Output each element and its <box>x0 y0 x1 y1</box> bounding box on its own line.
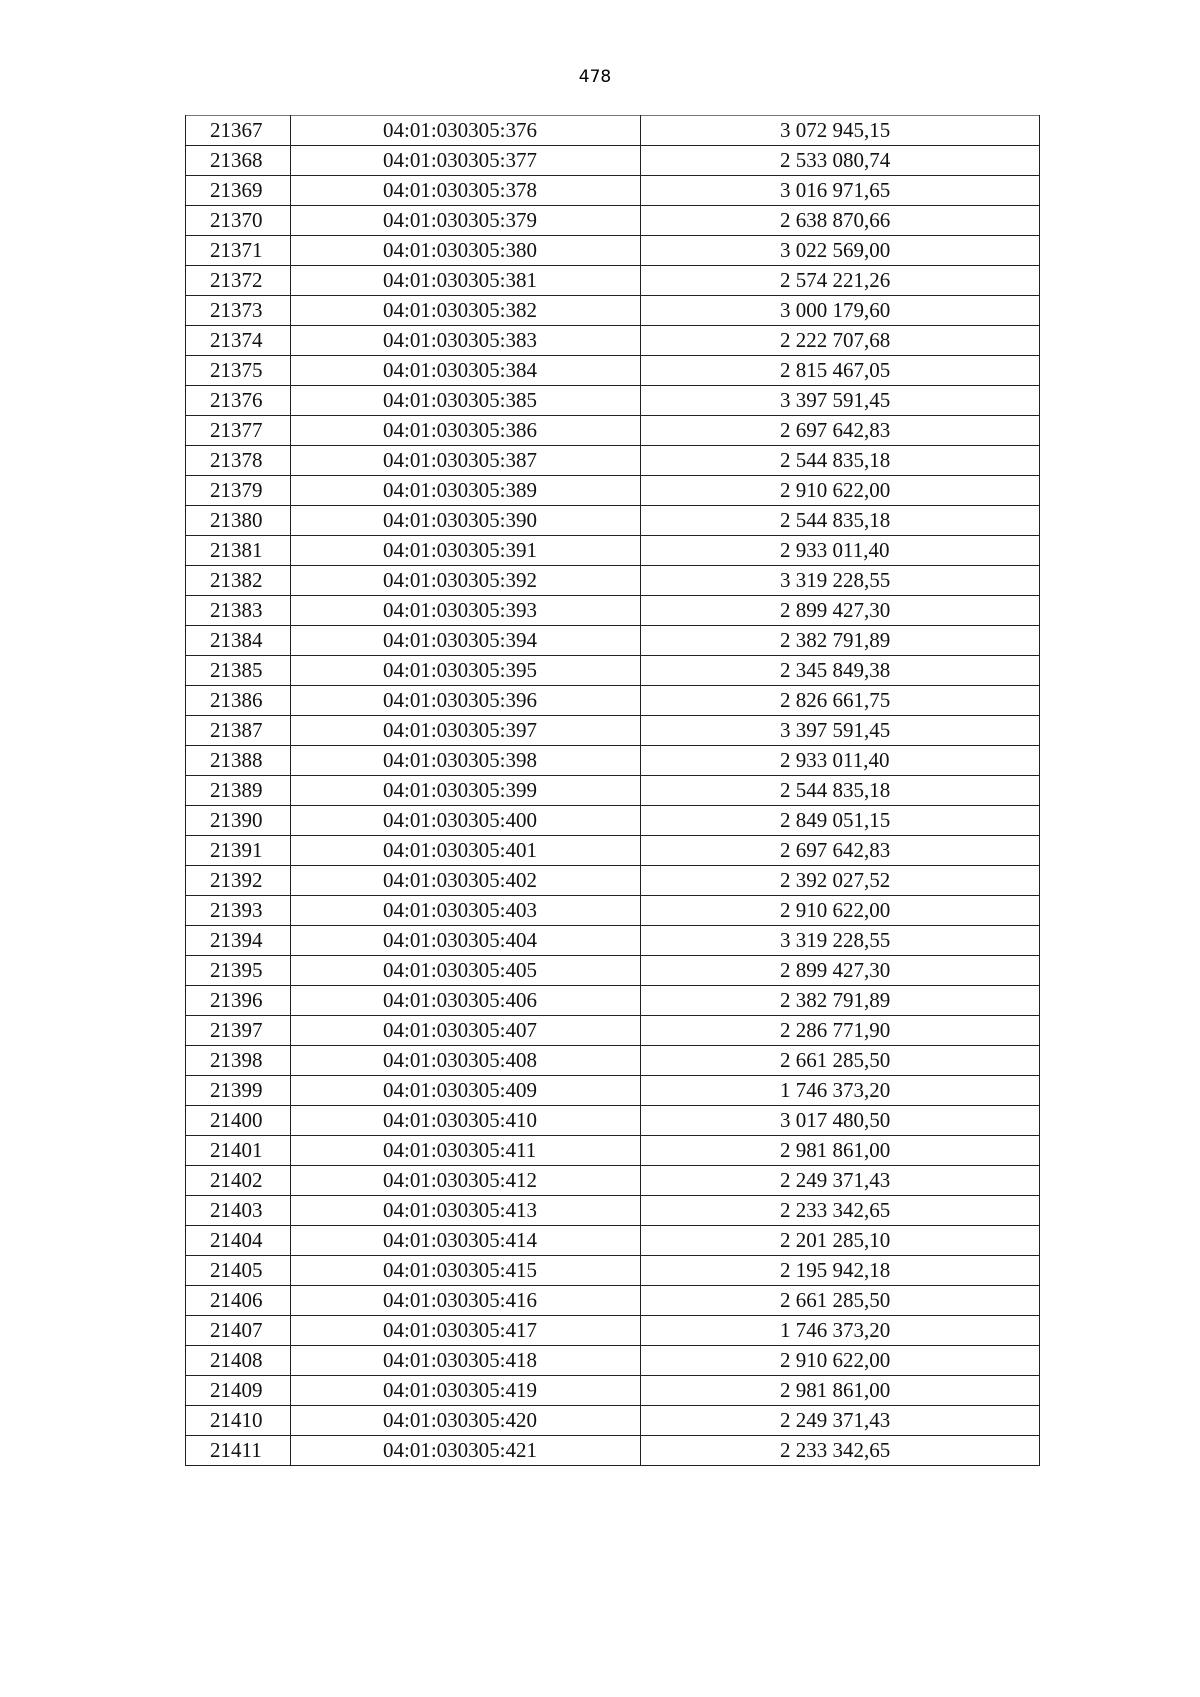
cadastral-number-cell: 04:01:030305:377 <box>291 146 641 176</box>
table-row <box>186 1256 1040 1286</box>
cadastral-value-cell: 2 249 371,43 <box>641 1406 1040 1436</box>
row-number-cell: 21407 <box>186 1316 291 1346</box>
cadastral-number-cell: 04:01:030305:417 <box>291 1316 641 1346</box>
cadastral-value-cell: 2 981 861,00 <box>641 1376 1040 1406</box>
cadastral-number-cell: 04:01:030305:398 <box>291 746 641 776</box>
cadastral-number-cell: 04:01:030305:386 <box>291 416 641 446</box>
row-number-cell: 21379 <box>186 476 291 506</box>
cadastral-number-cell: 04:01:030305:408 <box>291 1046 641 1076</box>
cadastral-value-cell: 2 382 791,89 <box>641 626 1040 656</box>
row-number-cell: 21377 <box>186 416 291 446</box>
row-number-cell: 21367 <box>186 116 291 146</box>
row-number-cell: 21368 <box>186 146 291 176</box>
cadastral-number-cell: 04:01:030305:383 <box>291 326 641 356</box>
row-number-cell: 21404 <box>186 1226 291 1256</box>
cadastral-number-cell: 04:01:030305:376 <box>291 116 641 146</box>
row-number-cell: 21388 <box>186 746 291 776</box>
cadastral-number-cell: 04:01:030305:379 <box>291 206 641 236</box>
cadastral-number-cell: 04:01:030305:413 <box>291 1196 641 1226</box>
table-row <box>186 986 1040 1016</box>
table-row <box>186 806 1040 836</box>
cadastral-number-cell: 04:01:030305:418 <box>291 1346 641 1376</box>
cadastral-value-cell: 3 397 591,45 <box>641 386 1040 416</box>
table-row <box>186 386 1040 416</box>
cadastral-value-cell: 2 233 342,65 <box>641 1436 1040 1466</box>
table-row <box>186 416 1040 446</box>
row-number-cell: 21396 <box>186 986 291 1016</box>
table-row <box>186 656 1040 686</box>
table-body <box>186 116 1040 1466</box>
row-number-cell: 21389 <box>186 776 291 806</box>
table-row <box>186 866 1040 896</box>
table-row <box>186 716 1040 746</box>
row-number-cell: 21386 <box>186 686 291 716</box>
table-row <box>186 1316 1040 1346</box>
cadastral-number-cell: 04:01:030305:415 <box>291 1256 641 1286</box>
cadastral-value-cell: 2 849 051,15 <box>641 806 1040 836</box>
cadastral-number-cell: 04:01:030305:394 <box>291 626 641 656</box>
cadastral-number-cell: 04:01:030305:407 <box>291 1016 641 1046</box>
cadastral-number-cell: 04:01:030305:410 <box>291 1106 641 1136</box>
cadastral-number-cell: 04:01:030305:404 <box>291 926 641 956</box>
row-number-cell: 21394 <box>186 926 291 956</box>
row-number-cell: 21398 <box>186 1046 291 1076</box>
table-row <box>186 596 1040 626</box>
table-row <box>186 176 1040 206</box>
row-number-cell: 21411 <box>186 1436 291 1466</box>
cadastral-value-cell: 2 345 849,38 <box>641 656 1040 686</box>
table-row <box>186 476 1040 506</box>
row-number-cell: 21401 <box>186 1136 291 1166</box>
table-row <box>186 506 1040 536</box>
row-number-cell: 21395 <box>186 956 291 986</box>
table-row <box>186 1226 1040 1256</box>
cadastral-number-cell: 04:01:030305:385 <box>291 386 641 416</box>
cadastral-value-cell: 3 319 228,55 <box>641 566 1040 596</box>
cadastral-number-cell: 04:01:030305:395 <box>291 656 641 686</box>
cadastral-number-cell: 04:01:030305:390 <box>291 506 641 536</box>
row-number-cell: 21374 <box>186 326 291 356</box>
cadastral-value-cell: 2 233 342,65 <box>641 1196 1040 1226</box>
row-number-cell: 21402 <box>186 1166 291 1196</box>
cadastral-value-cell: 3 072 945,15 <box>641 116 1040 146</box>
cadastral-value-cell: 2 661 285,50 <box>641 1046 1040 1076</box>
cadastral-value-cell: 2 981 861,00 <box>641 1136 1040 1166</box>
row-number-cell: 21382 <box>186 566 291 596</box>
cadastral-number-cell: 04:01:030305:381 <box>291 266 641 296</box>
cadastral-number-cell: 04:01:030305:392 <box>291 566 641 596</box>
cadastral-value-cell: 2 661 285,50 <box>641 1286 1040 1316</box>
row-number-cell: 21387 <box>186 716 291 746</box>
cadastral-value-cell: 2 533 080,74 <box>641 146 1040 176</box>
table-row <box>186 1046 1040 1076</box>
cadastral-number-cell: 04:01:030305:416 <box>291 1286 641 1316</box>
table-row <box>186 296 1040 326</box>
row-number-cell: 21371 <box>186 236 291 266</box>
cadastral-value-cell: 2 382 791,89 <box>641 986 1040 1016</box>
cadastral-value-cell: 2 910 622,00 <box>641 1346 1040 1376</box>
table-row <box>186 836 1040 866</box>
cadastral-value-cell: 2 933 011,40 <box>641 536 1040 566</box>
row-number-cell: 21380 <box>186 506 291 536</box>
cadastral-number-cell: 04:01:030305:420 <box>291 1406 641 1436</box>
cadastral-value-cell: 2 249 371,43 <box>641 1166 1040 1196</box>
row-number-cell: 21399 <box>186 1076 291 1106</box>
row-number-cell: 21375 <box>186 356 291 386</box>
cadastral-value-cell: 3 022 569,00 <box>641 236 1040 266</box>
cadastral-value-cell: 2 544 835,18 <box>641 776 1040 806</box>
table-row <box>186 446 1040 476</box>
table-row <box>186 566 1040 596</box>
row-number-cell: 21372 <box>186 266 291 296</box>
table-row <box>186 896 1040 926</box>
cadastral-number-cell: 04:01:030305:402 <box>291 866 641 896</box>
cadastral-value-cell: 3 319 228,55 <box>641 926 1040 956</box>
cadastral-number-cell: 04:01:030305:384 <box>291 356 641 386</box>
table-row <box>186 1106 1040 1136</box>
cadastral-value-cell: 1 746 373,20 <box>641 1076 1040 1106</box>
row-number-cell: 21409 <box>186 1376 291 1406</box>
table-row <box>186 116 1040 146</box>
table-row <box>186 926 1040 956</box>
cadastral-value-cell: 2 815 467,05 <box>641 356 1040 386</box>
cadastral-number-cell: 04:01:030305:414 <box>291 1226 641 1256</box>
table-row <box>186 1286 1040 1316</box>
cadastral-value-cell: 2 910 622,00 <box>641 476 1040 506</box>
row-number-cell: 21405 <box>186 1256 291 1286</box>
table-row <box>186 1136 1040 1166</box>
cadastral-number-cell: 04:01:030305:409 <box>291 1076 641 1106</box>
row-number-cell: 21369 <box>186 176 291 206</box>
row-number-cell: 21403 <box>186 1196 291 1226</box>
row-number-cell: 21378 <box>186 446 291 476</box>
cadastral-value-cell: 2 826 661,75 <box>641 686 1040 716</box>
cadastral-number-cell: 04:01:030305:401 <box>291 836 641 866</box>
row-number-cell: 21410 <box>186 1406 291 1436</box>
row-number-cell: 21383 <box>186 596 291 626</box>
table-row <box>186 626 1040 656</box>
table-row <box>186 1166 1040 1196</box>
table-row <box>186 746 1040 776</box>
table-row <box>186 1016 1040 1046</box>
row-number-cell: 21408 <box>186 1346 291 1376</box>
row-number-cell: 21392 <box>186 866 291 896</box>
cadastral-value-cell: 2 544 835,18 <box>641 506 1040 536</box>
row-number-cell: 21391 <box>186 836 291 866</box>
cadastral-number-cell: 04:01:030305:403 <box>291 896 641 926</box>
cadastral-value-cell: 2 544 835,18 <box>641 446 1040 476</box>
cadastral-value-cell: 2 286 771,90 <box>641 1016 1040 1046</box>
table-row <box>186 236 1040 266</box>
cadastral-number-cell: 04:01:030305:411 <box>291 1136 641 1166</box>
row-number-cell: 21381 <box>186 536 291 566</box>
cadastral-number-cell: 04:01:030305:400 <box>291 806 641 836</box>
cadastral-value-cell: 2 195 942,18 <box>641 1256 1040 1286</box>
cadastral-value-cell: 2 697 642,83 <box>641 836 1040 866</box>
table-row <box>186 326 1040 356</box>
cadastral-number-cell: 04:01:030305:421 <box>291 1436 641 1466</box>
cadastral-number-cell: 04:01:030305:380 <box>291 236 641 266</box>
table-row <box>186 1346 1040 1376</box>
table-row <box>186 206 1040 236</box>
cadastral-number-cell: 04:01:030305:399 <box>291 776 641 806</box>
table-row <box>186 686 1040 716</box>
row-number-cell: 21400 <box>186 1106 291 1136</box>
cadastral-number-cell: 04:01:030305:387 <box>291 446 641 476</box>
cadastral-number-cell: 04:01:030305:397 <box>291 716 641 746</box>
cadastral-value-cell: 2 933 011,40 <box>641 746 1040 776</box>
cadastral-number-cell: 04:01:030305:391 <box>291 536 641 566</box>
cadastral-value-cell: 3 016 971,65 <box>641 176 1040 206</box>
cadastral-value-cell: 3 000 179,60 <box>641 296 1040 326</box>
cadastral-value-cell: 2 574 221,26 <box>641 266 1040 296</box>
cadastral-number-cell: 04:01:030305:412 <box>291 1166 641 1196</box>
row-number-cell: 21397 <box>186 1016 291 1046</box>
table-row <box>186 776 1040 806</box>
row-number-cell: 21390 <box>186 806 291 836</box>
cadastral-value-cell: 2 638 870,66 <box>641 206 1040 236</box>
page-number: 478 <box>578 67 612 87</box>
table-row <box>186 1376 1040 1406</box>
row-number-cell: 21393 <box>186 896 291 926</box>
cadastral-value-cell: 2 899 427,30 <box>641 596 1040 626</box>
table-row <box>186 266 1040 296</box>
table-row <box>186 1406 1040 1436</box>
cadastral-value-cell: 2 697 642,83 <box>641 416 1040 446</box>
cadastral-number-cell: 04:01:030305:396 <box>291 686 641 716</box>
cadastral-value-cell: 2 201 285,10 <box>641 1226 1040 1256</box>
row-number-cell: 21376 <box>186 386 291 416</box>
cadastral-number-cell: 04:01:030305:382 <box>291 296 641 326</box>
row-number-cell: 21406 <box>186 1286 291 1316</box>
cadastral-value-table <box>185 115 1040 1466</box>
cadastral-value-cell: 2 910 622,00 <box>641 896 1040 926</box>
cadastral-number-cell: 04:01:030305:389 <box>291 476 641 506</box>
table-row <box>186 956 1040 986</box>
table-row <box>186 356 1040 386</box>
cadastral-number-cell: 04:01:030305:406 <box>291 986 641 1016</box>
cadastral-number-cell: 04:01:030305:405 <box>291 956 641 986</box>
cadastral-value-cell: 2 392 027,52 <box>641 866 1040 896</box>
table-row <box>186 146 1040 176</box>
table-row <box>186 1196 1040 1226</box>
row-number-cell: 21370 <box>186 206 291 236</box>
row-number-cell: 21384 <box>186 626 291 656</box>
cadastral-value-cell: 2 222 707,68 <box>641 326 1040 356</box>
table-row <box>186 1436 1040 1466</box>
cadastral-number-cell: 04:01:030305:419 <box>291 1376 641 1406</box>
cadastral-number-cell: 04:01:030305:393 <box>291 596 641 626</box>
row-number-cell: 21373 <box>186 296 291 326</box>
cadastral-number-cell: 04:01:030305:378 <box>291 176 641 206</box>
cadastral-value-cell: 3 017 480,50 <box>641 1106 1040 1136</box>
table-row <box>186 1076 1040 1106</box>
row-number-cell: 21385 <box>186 656 291 686</box>
table-row <box>186 536 1040 566</box>
cadastral-value-cell: 1 746 373,20 <box>641 1316 1040 1346</box>
cadastral-value-cell: 2 899 427,30 <box>641 956 1040 986</box>
cadastral-value-cell: 3 397 591,45 <box>641 716 1040 746</box>
